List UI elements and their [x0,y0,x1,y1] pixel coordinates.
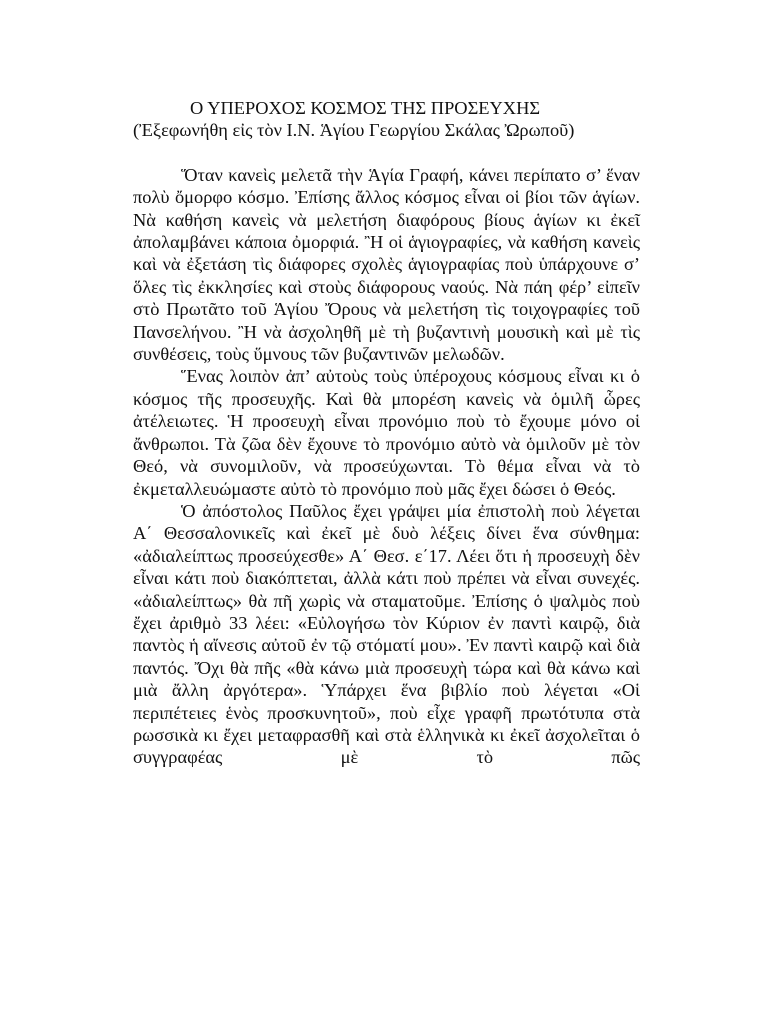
paragraph-1: Ὅταν κανεὶς μελετᾶ τὴν Ἁγία Γραφή, κάνει περίπατο σ’ ἕναν πολὺ ὄμορφο κόσμο. Ἐπίσης ἄλλος κόσμος εἶναι οἱ βίοι τῶν ἁγίων. Νὰ καθήση κανεὶς νὰ μελετήση διαφόρους βίους ἁγίων κι ἐκεῖ ἀπολαμβάνει κάποια ὀμορφιά. Ἢ οἱ ἁγιογραφίες, νὰ καθήση κανεὶς καὶ νὰ ἐξετάση τὶς διάφορες σχολὲς ἁγιογραφίας ποὺ ὑπάρχουνε σ’ ὅλες τὶς ἐκκλησίες καὶ στοὺς διάφορους ναούς. Νὰ πάη φέρ’ εἰπεῖν στὸ Πρωτᾶτο τοῦ Ἁγίου Ὄρους νὰ μελετήση τὶς τοιχογραφίες τοῦ Πανσελήνου. Ἢ νὰ ἀσχοληθῆ μὲ τὴ βυζαντινὴ μουσικὴ καὶ μὲ τὶς συνθέσεις, τοὺς ὕμνους τῶν βυζαντινῶν μελωδῶν. [133,164,640,365]
document-subtitle: (Ἐξεφωνήθη εἰς τὸν Ι.Ν. Ἁγίου Γεωργίου Σκάλας Ὠρωποῦ) [133,120,575,141]
section-spacer [133,142,640,164]
document-page [133,97,640,769]
paragraph-2: Ἕνας λοιπὸν ἀπ’ αὐτοὺς τοὺς ὑπέροχους κόσμους εἶναι κι ὁ κόσμος τῆς προσευχῆς. Καὶ θὰ μπορέση κανεὶς νὰ ὁμιλῆ ὧρες ἀτέλειωτες. Ἡ προσευχὴ εἶναι προνόμιο ποὺ τὸ ἔχουμε μόνο οἱ ἄνθρωποι. Τὰ ζῶα δὲν ἔχουνε τὸ προνόμιο αὐτὸ νὰ ὁμιλοῦν μὲ τὸν Θεό, νὰ συνομιλοῦν, νὰ προσεύχωνται. Τὸ θέμα εἶναι νὰ τὸ ἐκμεταλλευώμαστε αὐτὸ τὸ προνόμιο ποὺ μᾶς ἔχει δώσει ὁ Θεός. [133,366,640,499]
paragraph-3: Ὁ ἀπόστολος Παῦλος ἔχει γράψει μία ἐπιστολὴ ποὺ λέγεται Α΄ Θεσσαλονικεῖς καὶ ἐκεῖ μὲ δυὸ λέξεις δίνει ἕνα σύνθημα: «ἀδιαλείπτως προσεύχεσθε» Α΄ Θεσ. ε΄17. Λέει ὅτι ἡ προσευχὴ δὲν εἶναι κάτι ποὺ διακόπτεται, ἀλλὰ κάτι ποὺ πρέπει νὰ εἶναι συνεχές. «ἀδιαλείπτως» θὰ πῆ χωρὶς νὰ σταματοῦμε. Ἐπίσης ὁ ψαλμὸς ποὺ ἔχει ἀριθμὸ 33 λέει: «Εὐλογήσω τὸν Κύριον ἐν παντὶ καιρῷ, διὰ παντὸς ἡ αἴνεσις αὐτοῦ ἐν τῷ στόματί μου». Ἐν παντὶ καιρῷ καὶ διὰ παντός. Ὄχι θὰ πῆς «θὰ κάνω μιὰ προσευχὴ τώρα καὶ θὰ κάνω καὶ μιὰ ἄλλη ἀργότερα». Ὑπάρχει ἕνα βιβλίο ποὺ λέγεται «Οἱ περιπέτειες ἑνὸς προσκυνητοῦ», ποὺ εἶχε γραφῆ πρωτότυπα στὰ ρωσσικὰ κι ἔχει μεταφρασθῆ καὶ στὰ ἑλληνικὰ κι ἐκεῖ ἀσχολεῖται ὁ συγγραφέας μὲ τὸ πῶς [133,500,640,768]
document-title: Ο ΥΠΕΡΟΧΟΣ ΚΟΣΜΟΣ ΤΗΣ ΠΡΟΣΕΥΧΗΣ [190,98,541,118]
